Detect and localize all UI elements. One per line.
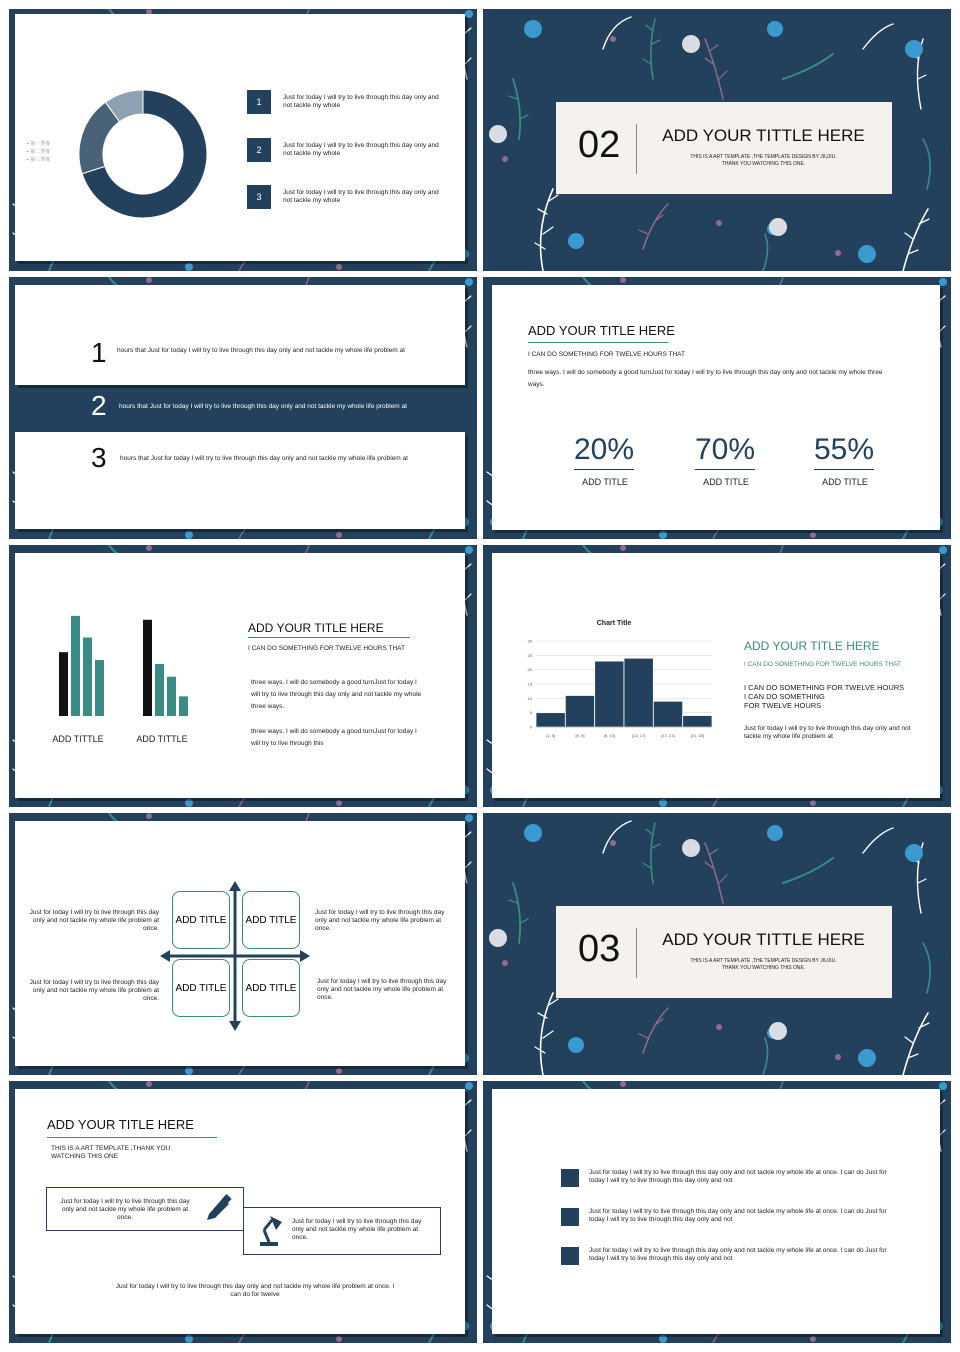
list-line: I CAN DO SOMETHING xyxy=(744,692,825,701)
y-tick-label: 25 xyxy=(527,652,532,658)
histogram-chart xyxy=(514,631,714,749)
slide-9[interactable] xyxy=(9,1081,477,1343)
section-title: ADD YOUR TITTLE HERE xyxy=(662,126,865,145)
slide-footer: Just for today I will try to live through this day only and not tackle my whole life problem at once. I can do for twelve xyxy=(115,1283,395,1298)
item-text: Just for today I will try to live through this day only and not tackle my whole xyxy=(283,189,439,204)
bar-chart xyxy=(45,608,205,720)
subtitle-line: THIS IS A ART TEMPLATE ,THE TEMPLATE DESIGN BY JIUJIU. xyxy=(690,958,837,964)
row-number: 1 xyxy=(91,337,107,368)
stat-label: ADD TITLE xyxy=(703,477,749,487)
slide-subtitle: I CAN DO SOMETHING FOR TWELVE HOURS THAT xyxy=(528,351,685,358)
divider xyxy=(636,928,637,978)
item-number-box: 2 xyxy=(247,138,271,162)
title-underline xyxy=(248,637,410,638)
slide-2[interactable] xyxy=(483,9,951,271)
slide-5-card xyxy=(15,553,465,798)
title-underline xyxy=(528,342,668,343)
item-number-box: 1 xyxy=(247,90,271,114)
slide-1-card xyxy=(15,14,465,261)
item-number-box: 3 xyxy=(247,185,271,209)
box-text: Just for today I will try to live through this day only and not tackle my whole life problem at once. xyxy=(60,1198,190,1221)
section-title-card xyxy=(556,102,892,194)
list-line: FOR TWELVE HOURS xyxy=(744,701,822,710)
histogram-bar xyxy=(624,658,653,727)
group-label: ADD TITTLE xyxy=(136,734,188,744)
section-title-card xyxy=(556,906,892,998)
box-text: Just for today I will try to live through this day only and not tackle my whole life problem at once. xyxy=(292,1218,422,1241)
bar xyxy=(83,637,92,716)
slide-7[interactable] xyxy=(9,813,477,1075)
y-tick-label: 5 xyxy=(529,710,532,716)
bullet-square xyxy=(561,1247,579,1265)
quadrant-text: Just for today I will try to live through this day only and not tackle my whole life problem at once. xyxy=(29,979,159,1002)
slide-1[interactable] xyxy=(9,9,477,271)
slide-title: ADD YOUR TITLE HERE xyxy=(47,1117,194,1132)
row-number: 2 xyxy=(91,390,107,421)
slide-6-card xyxy=(492,553,940,798)
histogram-bar xyxy=(595,661,624,727)
section-number: 03 xyxy=(578,928,621,970)
stat-underline xyxy=(814,469,874,470)
slide-7-card xyxy=(15,821,465,1066)
slide-10-card xyxy=(492,1089,940,1334)
item-text: Just for today I will try to live through this day only and not tackle my whole xyxy=(283,94,439,109)
y-tick-label: 10 xyxy=(527,695,532,701)
bullet-square xyxy=(561,1169,579,1187)
x-tick-label: [1, 5] xyxy=(546,733,556,738)
bar xyxy=(155,664,164,716)
chart-legend xyxy=(27,140,50,164)
y-tick-label: 15 xyxy=(527,681,532,687)
row-text: hours that Just for today I will try to live through this day only and not tackle my whole life problem at xyxy=(117,347,405,354)
histogram-bar xyxy=(565,695,594,727)
list-text: Just for today I will try to live through this day only and not tackle my whole life at once. I can do Just for today I will try to live through this day only and not xyxy=(589,1208,887,1223)
slide-body: Just for today I will try to live through this day only and not tackle my whole life problem at xyxy=(744,725,911,740)
slide-subtitle: I CAN DO SOMETHING FOR TWELVE HOURS THAT xyxy=(744,661,901,668)
text-box xyxy=(243,1207,441,1255)
section-title: ADD YOUR TITTLE HERE xyxy=(662,930,865,949)
legend-item: ▪ 第一季度 xyxy=(27,141,51,147)
slide-8[interactable] xyxy=(483,813,951,1075)
group-label: ADD TITTLE xyxy=(52,734,104,744)
slide-3[interactable] xyxy=(9,277,477,539)
slide-5[interactable] xyxy=(9,545,477,807)
paragraph: three ways. I will do somebody a good turnJust for today I will try to live through this xyxy=(251,728,417,747)
paragraph: three ways. I will do somebody a good turnJust for today I will try to live through this day only and not tackle my whole three ways. xyxy=(251,679,422,710)
stat-underline xyxy=(574,469,634,470)
title-underline xyxy=(47,1137,217,1138)
chart-title: Chart Title xyxy=(596,620,632,627)
bar xyxy=(95,660,104,716)
list-line: I CAN DO SOMETHING FOR TWELVE HOURS xyxy=(744,683,905,692)
section-number: 02 xyxy=(578,124,621,166)
legend-item: ▪ 第三季度 xyxy=(27,157,51,163)
section-subtitle xyxy=(646,154,881,168)
slide-title: ADD YOUR TITLE HERE xyxy=(744,639,880,653)
quadrant-text: Just for today I will try to live through this day only and not tackle my whole life problem at once. xyxy=(29,909,159,932)
row-text: hours that Just for today I will try to live through this day only and not tackle my whole life problem at xyxy=(120,455,408,462)
quadrant-box: ADD TITLE xyxy=(172,891,230,949)
list-text: Just for today I will try to live through this day only and not tackle my whole life at once. I can do Just for today I will try to live through this day only and not xyxy=(589,1247,887,1262)
slide-subtitle: THIS IS A ART TEMPLATE ,THANK YOU WATCHING THIS ONE xyxy=(51,1145,171,1160)
stat-label: ADD TITLE xyxy=(582,477,628,487)
x-tick-label: [9, 13] xyxy=(603,733,615,738)
slide-4[interactable] xyxy=(483,277,951,539)
y-tick-label: 0 xyxy=(529,724,532,730)
quadrant-text: Just for today I will try to live through this day only and not tackle my whole life problem at once. xyxy=(317,978,447,1001)
quadrant-box: ADD TITLE xyxy=(172,959,230,1017)
slide-subtitle: I CAN DO SOMETHING FOR TWELVE HOURS THAT xyxy=(248,645,405,652)
bullet-square xyxy=(561,1208,579,1226)
y-tick-label: 20 xyxy=(527,667,532,673)
histogram-bar xyxy=(683,716,712,727)
bar xyxy=(167,677,176,716)
stat-label: ADD TITLE xyxy=(822,477,868,487)
item-text: Just for today I will try to live through this day only and not tackle my whole xyxy=(283,142,439,157)
x-tick-label: [21, 25] xyxy=(690,733,705,738)
stat-value: 20% xyxy=(574,433,635,466)
donut-chart xyxy=(77,88,209,220)
slide-title: ADD YOUR TITLE HERE xyxy=(528,323,675,338)
desk-lamp-icon xyxy=(256,1214,284,1248)
histogram-bar xyxy=(536,713,565,727)
quadrant-box: ADD TITLE xyxy=(242,959,300,1017)
bullet-list xyxy=(744,683,904,710)
quadrant-text: Just for today I will try to live through this day only and not tackle my whole life problem at once. xyxy=(315,909,445,932)
stat-value: 70% xyxy=(695,433,756,466)
slide-body: three ways. I will do somebody a good turnJust for today I will try to live through this day only and not tackle my whole three ways. xyxy=(528,369,883,388)
x-tick-label: [5, 9] xyxy=(575,733,585,738)
slide-9-card xyxy=(15,1089,465,1334)
x-tick-label: [13, 17] xyxy=(631,733,646,738)
legend-item: ▪ 第二季度 xyxy=(27,149,51,155)
slide-title: ADD YOUR TITLE HERE xyxy=(248,621,384,635)
pencil-icon xyxy=(205,1194,233,1220)
bar xyxy=(143,620,152,716)
stat-value: 55% xyxy=(814,433,875,466)
quadrant-box: ADD TITLE xyxy=(242,891,300,949)
subtitle-line: THANK YOU WATCHING THIS ONE. xyxy=(721,965,806,971)
bar xyxy=(179,696,188,716)
row-card xyxy=(15,432,465,529)
subtitle-line: THANK YOU WATCHING THIS ONE. xyxy=(721,161,806,167)
list-text: Just for today I will try to live through this day only and not tackle my whole life at once. I can do Just for today I will try to live through this day only and not xyxy=(589,1169,887,1184)
divider xyxy=(636,124,637,174)
x-tick-label: [17, 21] xyxy=(661,733,675,738)
section-subtitle xyxy=(646,958,881,972)
row-text: hours that Just for today I will try to live through this day only and not tackle my whole life problem at xyxy=(119,403,407,410)
y-tick-label: 30 xyxy=(527,638,532,644)
text-box xyxy=(46,1187,244,1231)
row-number: 3 xyxy=(91,442,107,473)
stat-underline xyxy=(695,469,755,470)
subtitle-line: THIS IS A ART TEMPLATE ,THE TEMPLATE DESIGN BY JIUJIU. xyxy=(690,154,837,160)
slide-6[interactable] xyxy=(483,545,951,807)
histogram-bar xyxy=(653,701,682,727)
slide-10[interactable] xyxy=(483,1081,951,1343)
bar xyxy=(59,652,68,716)
slide-4-card xyxy=(492,285,940,530)
row-card xyxy=(15,285,465,385)
bar xyxy=(71,616,80,716)
